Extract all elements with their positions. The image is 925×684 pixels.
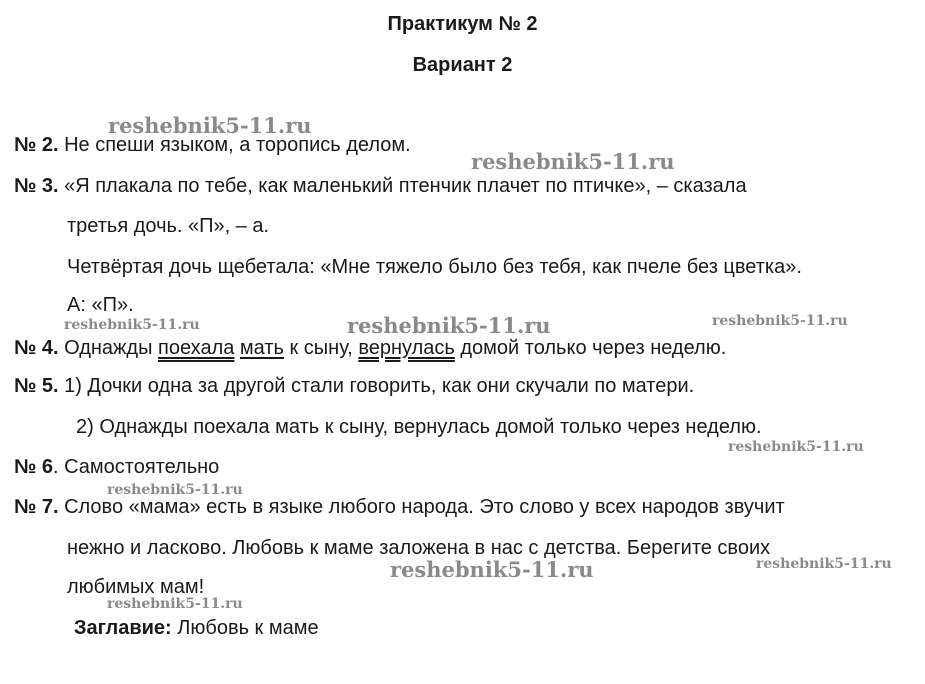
watermark: reshebnik5-11.ru <box>390 557 594 582</box>
watermark: reshebnik5-11.ru <box>108 113 312 138</box>
task-5-line-1 <box>14 374 694 398</box>
page-title: Практикум № 2 <box>387 13 538 35</box>
task-3-line-2: третья дочь. «П», – а. <box>67 215 270 237</box>
task-6 <box>14 455 219 479</box>
watermark: reshebnik5-11.ru <box>347 313 551 338</box>
watermark: reshebnik5-11.ru <box>756 556 892 572</box>
task-7-title <box>74 616 319 640</box>
task-number: № 7. <box>14 496 59 518</box>
watermark: reshebnik5-11.ru <box>728 439 864 455</box>
task-3-line-1 <box>14 174 747 198</box>
task-2 <box>14 133 411 157</box>
task-7-line-3: любимых мам! <box>67 576 205 598</box>
task-7-line-2: нежно и ласково. Любовь к маме заложена в нас с детства. Берегите своих <box>67 537 771 559</box>
task-text: Не спеши языком, а торопись делом. <box>58 134 411 156</box>
task-number: № 6 <box>14 456 53 478</box>
predicate-word: вернулась <box>358 337 455 359</box>
watermark: reshebnik5-11.ru <box>712 313 848 329</box>
watermark: reshebnik5-11.ru <box>107 482 243 498</box>
task-7-line-1 <box>14 495 785 519</box>
watermark: reshebnik5-11.ru <box>64 317 200 333</box>
task-text: 1) Дочки одна за другой стали говорить, как они скучали по матери. <box>58 375 695 397</box>
task-number: № 5. <box>14 375 59 397</box>
watermark: reshebnik5-11.ru <box>107 596 243 612</box>
task-text: . Самостоятельно <box>52 456 220 478</box>
task-text: к сыну, <box>283 337 359 359</box>
subject-word: мать <box>239 337 284 359</box>
task-text: «Я плакала по тебе, как маленький птенчик плачет по птичке», – сказала <box>58 175 747 197</box>
task-number: № 2. <box>14 134 59 156</box>
variant-title: Вариант 2 <box>412 54 513 76</box>
task-text: домой только через неделю. <box>454 337 727 359</box>
task-text: Однажды <box>58 337 159 359</box>
title-label: Заглавие: <box>74 617 172 639</box>
task-4 <box>14 336 726 360</box>
watermark: reshebnik5-11.ru <box>471 149 675 174</box>
task-3-line-3: Четвёртая дочь щебетала: «Мне тяжело было без тебя, как пчеле без цветка». <box>67 256 802 278</box>
title-value: Любовь к маме <box>171 617 319 639</box>
task-number: № 3. <box>14 175 59 197</box>
predicate-word: поехала <box>158 337 235 359</box>
task-number: № 4. <box>14 337 59 359</box>
task-text: Слово «мама» есть в языке любого народа. Это слово у всех народов звучит <box>58 496 785 518</box>
task-3-line-4: А: «П». <box>67 294 134 316</box>
task-5-line-2: 2) Однажды поехала мать к сыну, вернулась домой только через неделю. <box>76 416 762 438</box>
